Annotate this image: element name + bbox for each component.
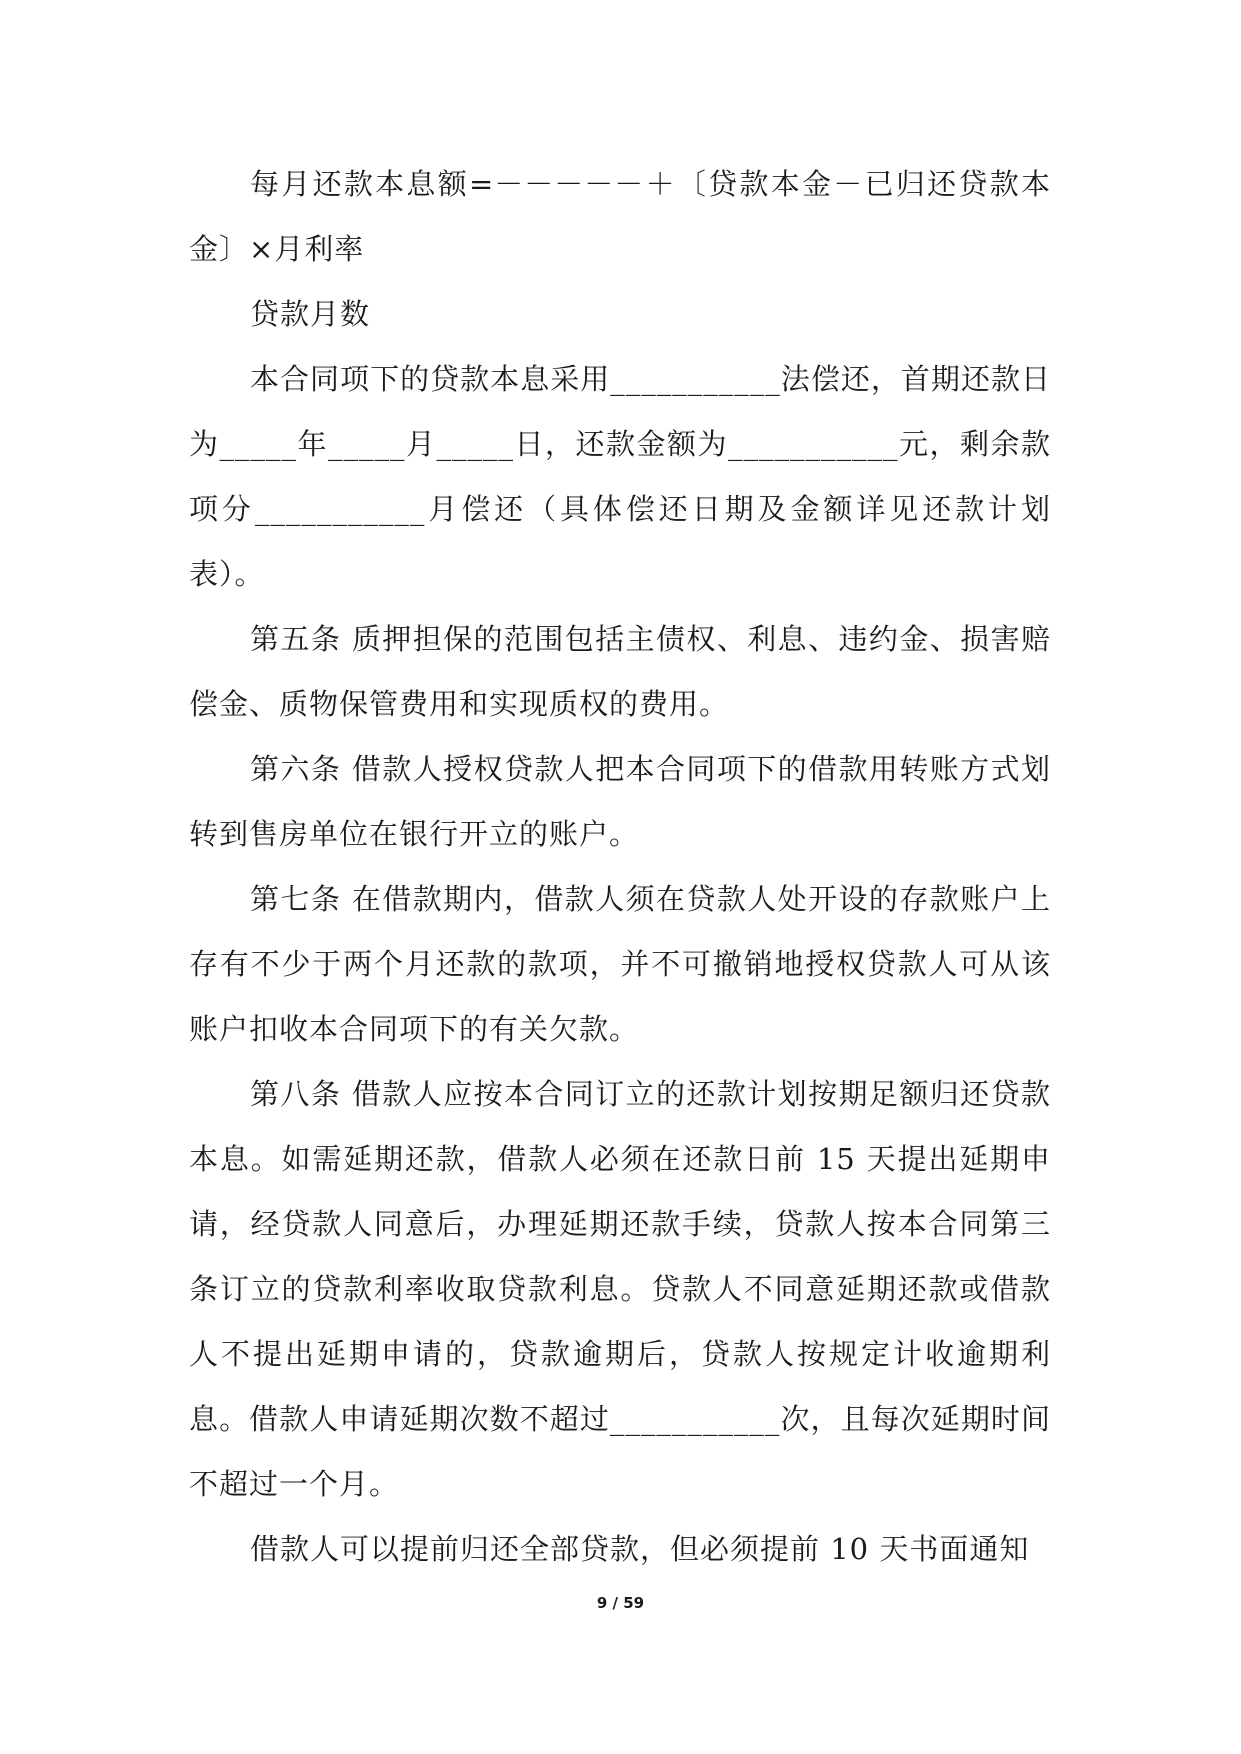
paragraph-formula-denominator: 贷款月数: [250, 297, 371, 331]
document-body: [189, 152, 1051, 1582]
paragraph-repayment-method: 本合同项下的贷款本息采用___________法偿还，首期还款日为_____年_____月_____日，还款金额为___________元，剩余款项分___________月偿还（具体偿还日期及金额详见还款计划表）。: [189, 362, 1051, 591]
paragraph-article-8: 第八条 借款人应按本合同订立的还款计划按期足额归还贷款本息。如需延期还款，借款人必须在还款日前 15 天提出延期申请，经贷款人同意后，办理延期还款手续，贷款人按本合同第三条订立的贷款利率收取贷款利息。贷款人不同意延期还款或借款人不提出延期申请的，贷款逾期后，贷款人按规定计收逾期利息。借款人申请延期次数不超过___________次，且每次延期时间不超过一个月。: [189, 1077, 1051, 1501]
paragraph-article-5: 第五条 质押担保的范围包括主债权、利息、违约金、损害赔偿金、质物保管费用和实现质权的费用。: [189, 622, 1051, 721]
paragraph-article-7: 第七条 在借款期内，借款人须在贷款人处开设的存款账户上存有不少于两个月还款的款项，并不可撤销地授权贷款人可从该账户扣收本合同项下的有关欠款。: [189, 882, 1051, 1046]
paragraph-formula: 每月还款本息额=－－－－－＋〔贷款本金－已归还贷款本金〕×月利率: [189, 167, 1051, 266]
page-number: 9 / 59: [596, 1594, 645, 1612]
paragraph-article-6: 第六条 借款人授权贷款人把本合同项下的借款用转账方式划转到售房单位在银行开立的账户。: [189, 752, 1051, 851]
paragraph-early-repayment: 借款人可以提前归还全部贷款，但必须提前 10 天书面通知: [250, 1532, 1030, 1566]
